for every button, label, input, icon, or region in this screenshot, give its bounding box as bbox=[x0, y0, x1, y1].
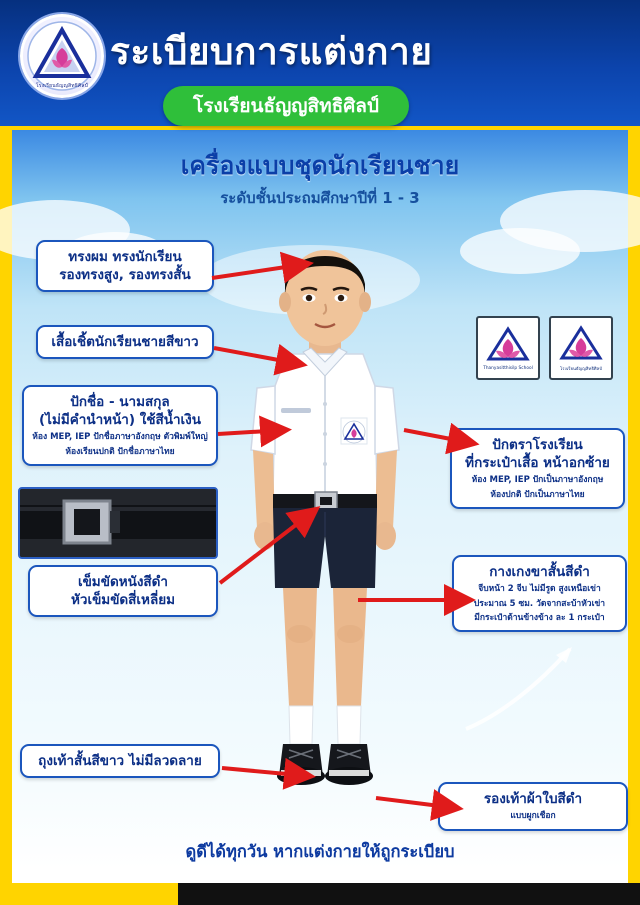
bottom-bar-yellow bbox=[0, 883, 178, 905]
callout-pants-small2: ประมาณ 5 ซม. วัดจากสะบ้าหัวเข่า bbox=[473, 598, 606, 609]
callout-hair-line1: ทรงผม ทรงนักเรียน bbox=[68, 249, 182, 265]
school-name-pill: โรงเรียนธัญญสิทธิศิลป์ bbox=[163, 86, 409, 126]
callout-name-small2: ห้องเรียนปกติ ปักชื่อภาษาไทย bbox=[65, 446, 175, 457]
right-yellow-rail bbox=[628, 0, 640, 905]
callout-pants-small3: มีกระเป๋าด้านข้างข้าง ละ 1 กระเป๋า bbox=[474, 612, 605, 623]
badge-english bbox=[476, 316, 540, 380]
callout-badge-line1: ปักตราโรงเรียน bbox=[492, 437, 583, 453]
school-logo-caption: โรงเรียนธัญญสิทธิศิลป์ bbox=[35, 83, 89, 89]
callout-hair bbox=[36, 240, 214, 292]
callout-name-small1: ห้อง MEP, IEP ปักชื่อภาษาอังกฤษ ตัวพิมพ์ใหญ่ bbox=[32, 432, 208, 443]
callout-belt bbox=[28, 565, 218, 617]
callout-badge-line2: ที่กระเป๋าเสื้อ หน้าอกซ้าย bbox=[465, 455, 610, 472]
callout-socks bbox=[20, 744, 220, 778]
callout-school-badge bbox=[450, 428, 625, 509]
swoosh-decoration bbox=[460, 645, 580, 735]
poster-header bbox=[0, 0, 640, 130]
callout-name-line1: ปักชื่อ - นามสกุล bbox=[70, 394, 170, 410]
bottom-bar bbox=[0, 883, 640, 905]
bottom-bar-black bbox=[178, 883, 640, 905]
arrow-to-shoes bbox=[370, 794, 444, 814]
callout-shoes-small1: แบบผูกเชือก bbox=[510, 811, 556, 822]
callout-shirt-line1: เสื้อเชิ้ตนักเรียนชายสีขาว bbox=[51, 334, 199, 350]
arrow-to-socks bbox=[220, 760, 320, 784]
badge-english-caption: Thanyasitthisilp School bbox=[483, 366, 533, 371]
lotus-triangle-badge-icon bbox=[485, 325, 531, 365]
school-logo bbox=[20, 14, 104, 98]
callout-badge-small1: ห้อง MEP, IEP ปักเป็นภาษาอังกฤษ bbox=[471, 475, 604, 486]
callout-socks-line1: ถุงเท้าสั้นสีขาว ไม่มีลวดลาย bbox=[38, 753, 202, 769]
callout-name-embroidery bbox=[22, 385, 218, 466]
callout-pants bbox=[452, 555, 627, 632]
page-subtitle: ระดับชั้นประถมศึกษาปีที่ 1 - 3 bbox=[220, 189, 420, 207]
poster-title: ระเบียบการแต่งกาย bbox=[110, 30, 433, 73]
lotus-triangle-badge-icon bbox=[558, 324, 604, 364]
callout-name-line2: (ไม่มีคำนำหน้า) ใช้สีน้ำเงิน bbox=[39, 412, 201, 429]
page-title: เครื่องแบบชุดนักเรียนชาย bbox=[180, 151, 460, 180]
callout-shoes bbox=[438, 782, 628, 831]
footer-slogan: ดูดีได้ทุกวัน หากแต่งกายให้ถูกระเบียบ bbox=[185, 842, 455, 861]
arrow-to-shirt bbox=[212, 340, 312, 370]
badge-thai-caption: โรงเรียนธัญญสิทธิศิลป์ bbox=[559, 367, 603, 372]
arrow-to-name bbox=[216, 420, 296, 444]
school-badge-insets bbox=[476, 316, 613, 380]
callout-shoes-line1: รองเท้าผ้าใบสีดำ bbox=[483, 791, 583, 807]
callout-belt-line1: เข็มขัดหนังสีดำ bbox=[77, 574, 169, 590]
callout-shirt bbox=[36, 325, 214, 359]
callout-badge-small2: ห้องปกติ ปักเป็นภาษาไทย bbox=[490, 489, 585, 500]
cloud-decoration bbox=[460, 228, 580, 274]
arrow-to-school-badge bbox=[398, 424, 458, 450]
arrow-to-belt bbox=[218, 505, 328, 587]
arrow-to-pants bbox=[352, 590, 456, 610]
left-yellow-rail bbox=[0, 0, 12, 905]
badge-thai bbox=[549, 316, 613, 380]
arrow-to-hair bbox=[210, 258, 320, 284]
callout-pants-line1: กางเกงขาสั้นสีดำ bbox=[489, 564, 590, 580]
callout-pants-small1: จีบหน้า 2 จีบ ไม่มีรูด สูงเหนือเข่า bbox=[478, 584, 601, 595]
callout-belt-line2: หัวเข็มขัดสี่เหลี่ยม bbox=[70, 592, 176, 609]
callout-hair-line2: รองทรงสูง, รองทรงสั้น bbox=[59, 267, 191, 284]
belt-photo-inset bbox=[18, 487, 218, 559]
